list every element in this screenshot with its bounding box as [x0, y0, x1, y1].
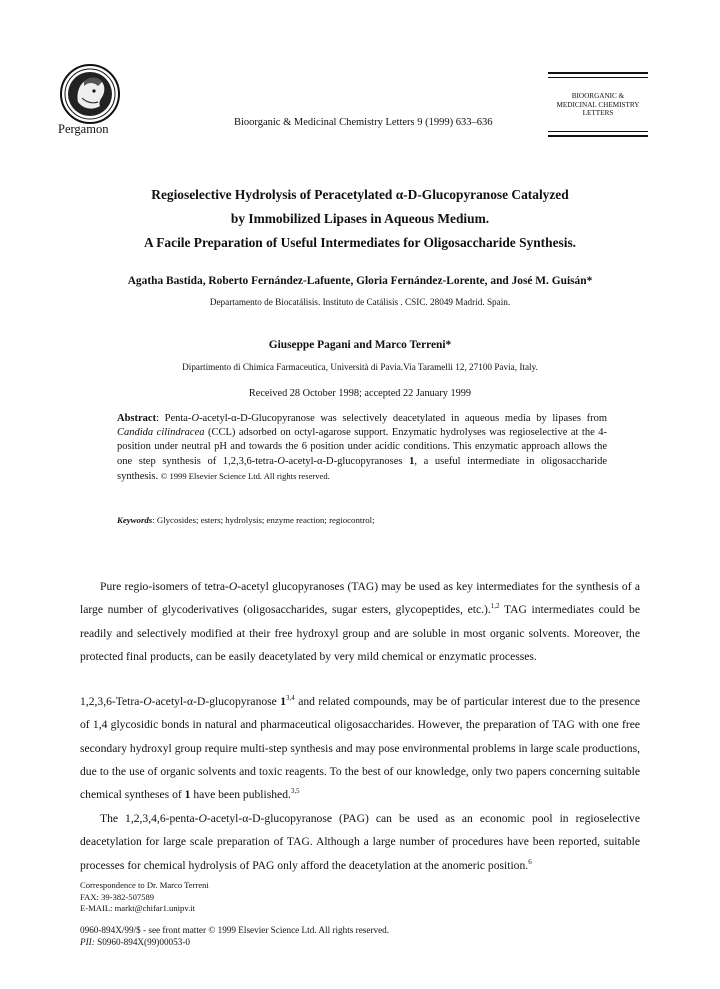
correspondence-line: FAX: 39-382-507589: [80, 891, 155, 902]
body-text: The 1,2,3,4,6-penta-: [100, 812, 199, 825]
keywords-text: : Glycosides; esters; hydrolysis; enzyme reaction; regiocontrol;: [152, 515, 375, 525]
affiliation: Departamento de Biocatálisis. Instituto de Catálisis . CSIC. 28049 Madrid. Spain.: [209, 297, 511, 307]
title-line: A Facile Preparation of Useful Intermediates for Oligosaccharide Synthesis.: [143, 235, 577, 250]
compound-number: 1: [409, 455, 415, 467]
correspondence-line: E-MAIL: markt@chifar1.unipv.it: [80, 903, 195, 913]
journal-name-line: BIOORGANIC &: [571, 92, 625, 100]
body-text: TAG intermediates could be readily and selectively modified at their free hydroxyl group and are soluble in most organic solvents. Moreover, the protected final products, can be easily deacetylated by very mild chemical or enzymatic processes.: [80, 603, 640, 663]
abstract-text: O: [277, 455, 285, 467]
abstract-text: , a useful intermediate in oligosaccharide synthesis.: [117, 455, 607, 482]
citation-ref: 1,2: [490, 602, 500, 611]
journal-name-line: MEDICINAL CHEMISTRY: [556, 100, 640, 109]
affiliation: Dipartimento di Chimica Farmaceutica, Università di Pavia.Via Taramelli 12, 27100 Pavia, Italy.: [182, 362, 538, 372]
abstract-text: -acetyl-α-D-glucopyranoses: [284, 455, 410, 467]
body-text: -acetyl-α-D-glucopyranose (PAG) can be used as an economic pool in regioselective deacetylation for large scale preparation of TAG. Although a large number of procedures have been reported, suitable processes for chemical hydrolysis of PAG only afford the deacetylation at the anomeric position.: [80, 812, 640, 872]
pergamon-logo-icon: [54, 62, 126, 130]
body-text: -acetyl glucopyranoses (TAG) may be used as key intermediates for the synthesis of a large number of glycoderivatives (oligosaccharides, sugar esters, glycopeptides, etc.).: [80, 580, 640, 617]
compound-number: 1: [280, 695, 287, 708]
abstract-text: -acetyl-α-D-Glucopyranose was selectively deacetylated in aqueous media by lipases from: [199, 413, 607, 424]
body-text: Pure regio-isomers of tetra-: [100, 580, 229, 593]
abstract-text: O: [191, 413, 200, 424]
citation-ref: 3,4: [286, 694, 295, 703]
front-matter: [80, 924, 389, 948]
pii-value: S0960-894X(99)00053-0: [94, 937, 190, 947]
citation-ref: 6: [528, 857, 532, 866]
abstract-text: : Penta-: [156, 413, 192, 424]
header-rule: [548, 135, 648, 137]
correspondence-note: [80, 880, 209, 915]
body-text: have been published.: [190, 788, 291, 802]
publisher-name: Pergamon: [58, 122, 109, 136]
abstract-label: Abstract: [117, 413, 157, 424]
journal-name: [548, 92, 648, 118]
article-title: [80, 183, 640, 255]
body-text: O: [198, 812, 207, 825]
body-paragraph: [80, 690, 640, 806]
body-text: 1,2,3,6-Tetra-: [80, 695, 144, 708]
header-rule: [548, 72, 648, 74]
abstract: [117, 412, 607, 484]
title-line: Regioselective Hydrolysis of Peracetylated α-D-Glucopyranose Catalyzed: [151, 187, 569, 202]
body-text: -acetyl-α-D-glucopyranose: [151, 695, 281, 708]
journal-name-line: LETTERS: [582, 109, 614, 118]
body-text: O: [228, 580, 238, 593]
body-paragraph: [80, 807, 640, 877]
author-list: Giuseppe Pagani and Marco Terreni*: [268, 339, 452, 351]
body-paragraph: [80, 575, 640, 668]
author-list: Agatha Bastida, Roberto Fernández-Lafuente, Gloria Fernández-Lorente, and José M. Guisán*: [127, 275, 593, 287]
journal-citation: Bioorganic & Medicinal Chemistry Letters 9 (1999) 633–636: [234, 117, 493, 128]
species-name: Candida cilindracea: [117, 427, 205, 439]
title-line: by Immobilized Lipases in Aqueous Medium.: [230, 211, 490, 226]
compound-number: 1: [184, 788, 191, 802]
issn-line: 0960-894X/99/$ - see front matter © 1999 Elsevier Science Ltd. All rights reserved.: [80, 925, 390, 935]
pii-line: [80, 936, 389, 948]
correspondence-line: Correspondence to Dr. Marco Terreni: [80, 880, 209, 890]
abstract-text: (CCL) adsorbed on octyl-agarose support. Enzymatic hydrolyses was regioselective at the 4-position under neutral pH and towards the 6 position under acidic conditions. This enzymatic approach allows the one step synthesis of 1,2,3,6-tetra-: [117, 427, 607, 467]
keywords-label: Keywords: [117, 515, 153, 525]
received-dates: Received 28 October 1998; accepted 22 January 1999: [248, 388, 472, 399]
pii-label: PII:: [80, 937, 95, 947]
header-rule: [548, 131, 648, 132]
keywords: [117, 515, 607, 525]
abstract-copyright: © 1999 Elsevier Science Ltd. All rights reserved.: [160, 470, 330, 481]
body-text: O: [143, 695, 152, 708]
header-rule: [548, 77, 648, 78]
citation-ref: 3,5: [290, 787, 300, 796]
body-text: and related compounds, may be of particular interest due to the presence of 1,4 glycosidic bonds in natural and pharmaceutical oligosaccharides. However, the preparation of TAG with one free secondary hydroxyl group require multi-step synthesis and may pose environmental problems in large scale productions, due to the use of organic solvents and toxic reagents. To the best of our knowledge, only two papers concerning suitable chemical syntheses of: [80, 695, 640, 802]
